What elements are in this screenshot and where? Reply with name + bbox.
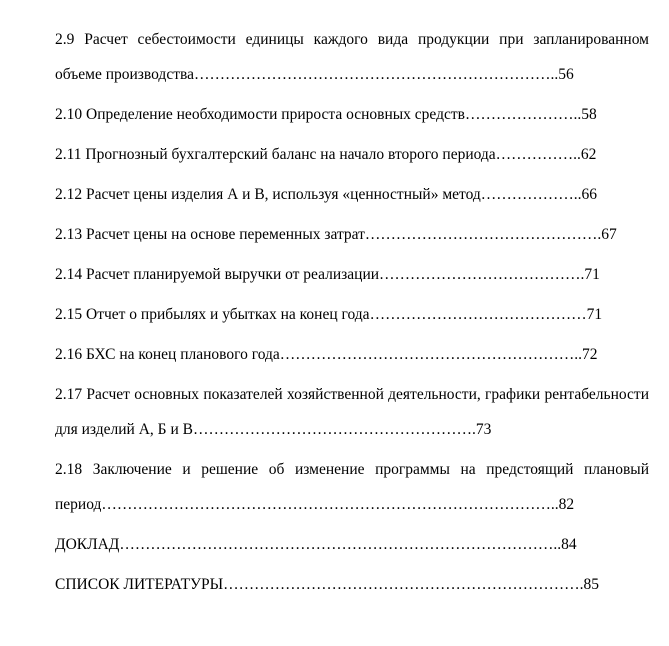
toc-entry-text: 2.15 Отчет о прибылях и убытках на конец года……………………………………71: [55, 306, 603, 323]
toc-entry-report[interactable]: [55, 527, 649, 562]
toc-entry-text: 2.17 Расчет основных показателей хозяйственной деятельности, графики рентабельности для изделий А, Б и В……………………………………………….73: [55, 386, 649, 438]
table-of-contents: [55, 22, 649, 602]
toc-entry-references[interactable]: [55, 567, 649, 602]
toc-entry-2-15[interactable]: [55, 297, 649, 332]
toc-entry-2-17[interactable]: [55, 377, 649, 447]
toc-entry-2-13[interactable]: [55, 217, 649, 252]
toc-entry-text: 2.12 Расчет цены изделия А и В, используя «ценностный» метод………………..66: [55, 186, 598, 203]
toc-entry-text: 2.9 Расчет себестоимости единицы каждого вида продукции при запланированном объеме производства……………………………………………………………..56: [55, 31, 649, 83]
toc-entry-text: 2.10 Определение необходимости прироста основных средств…………………..58: [55, 106, 597, 123]
toc-entry-text: 2.13 Расчет цены на основе переменных затрат……………………………………….67: [55, 226, 617, 243]
toc-entry-2-10[interactable]: [55, 97, 649, 132]
toc-entry-2-11[interactable]: [55, 137, 649, 172]
toc-entry-text: 2.16 БХС на конец планового года…………………………………………………..72: [55, 346, 598, 363]
toc-entry-text: СПИСОК ЛИТЕРАТУРЫ…………………………………………………………….85: [55, 576, 600, 593]
toc-entry-2-16[interactable]: [55, 337, 649, 372]
toc-entry-text: 2.11 Прогнозный бухгалтерский баланс на начало второго периода……………..62: [55, 146, 597, 163]
toc-entry-text: 2.14 Расчет планируемой выручки от реализации………………………………….71: [55, 266, 600, 283]
toc-entry-text: ДОКЛАД…………………………………………………………………………..84: [55, 536, 577, 553]
toc-entry-2-18[interactable]: [55, 452, 649, 522]
toc-entry-2-14[interactable]: [55, 257, 649, 292]
toc-entry-text: 2.18 Заключение и решение об изменение программы на предстоящий плановый период……………………………………………………………………………..82: [55, 461, 649, 513]
toc-entry-2-12[interactable]: [55, 177, 649, 212]
toc-entry-2-9[interactable]: [55, 22, 649, 92]
